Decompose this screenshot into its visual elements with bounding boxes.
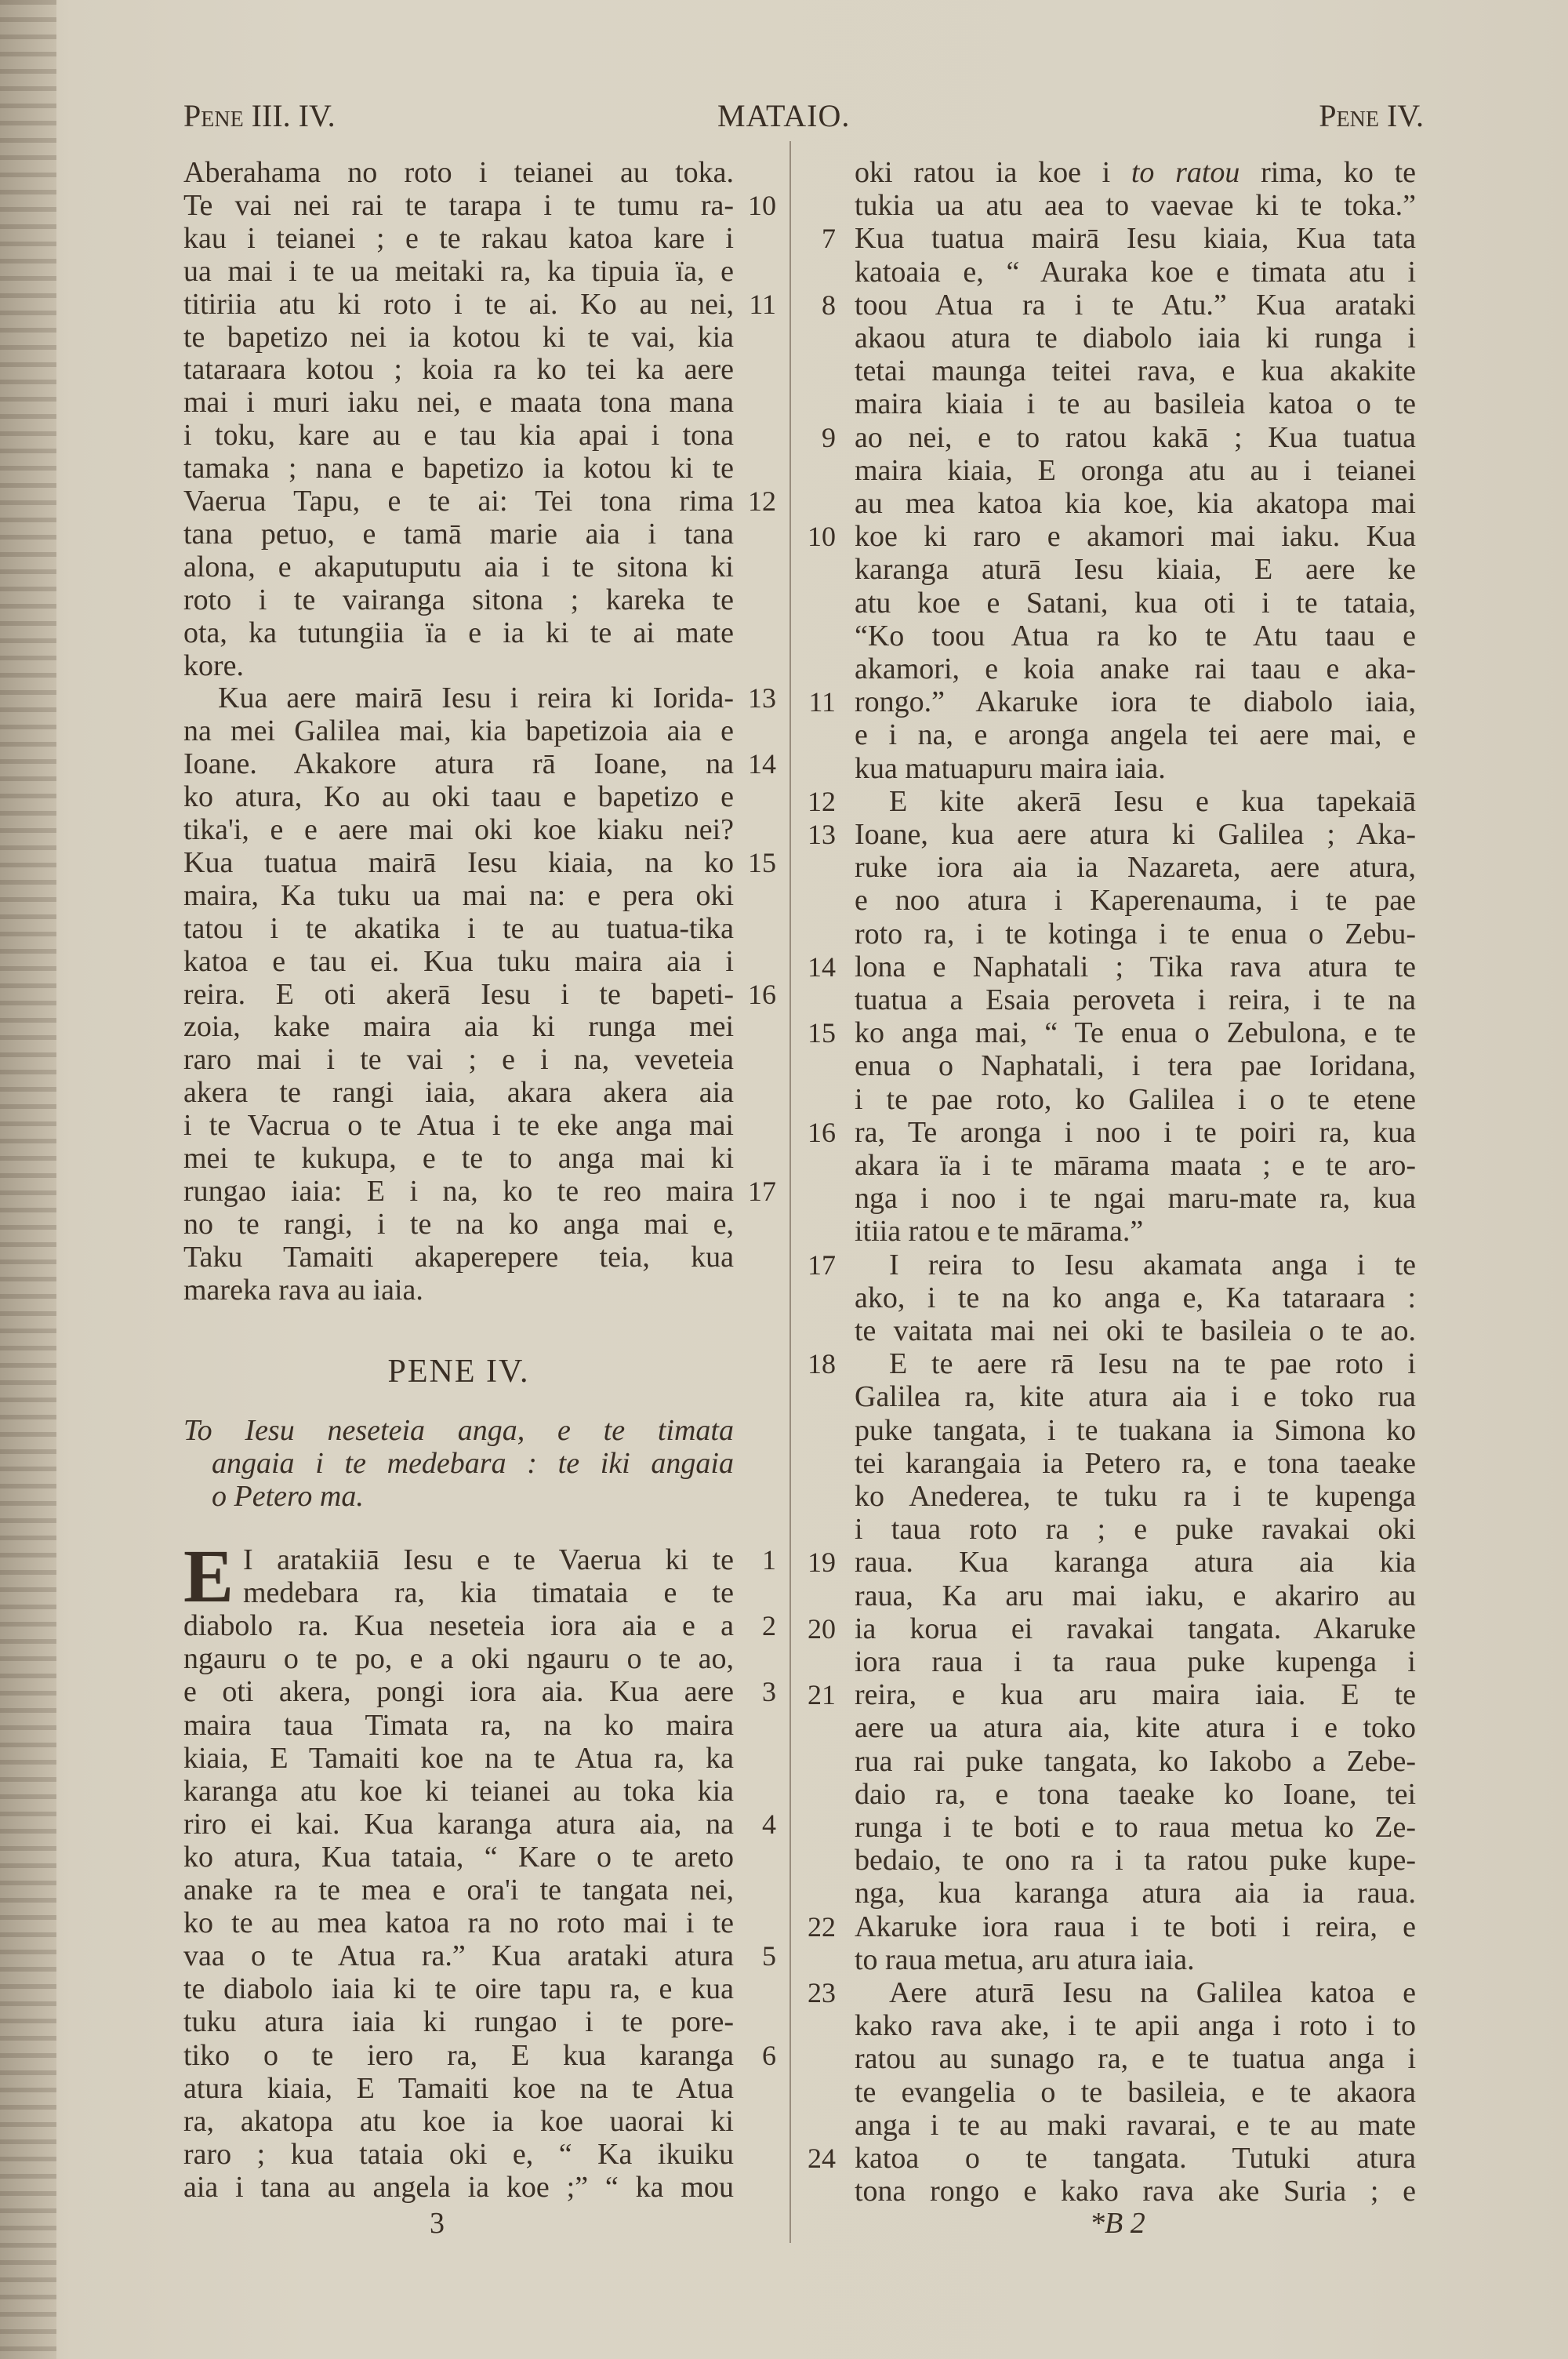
- text-line: to raua metua, aru atura iaia.: [855, 1943, 1195, 1976]
- text-line: te diabolo iaia ki te oire tapu ra, e kua: [183, 1972, 734, 2006]
- verse-number: 11: [749, 288, 776, 320]
- text-line: reira. E oti akerā Iesu i te bapeti-: [183, 977, 734, 1011]
- text-line: “Ko toou Atua ra ko te Atu taau e: [855, 619, 1416, 652]
- text-line: tamaka ; nana e bapetizo ia kotou ki te: [183, 452, 734, 485]
- text-line: katoa e tau ei. Kua tuku maira aia i: [183, 944, 734, 978]
- text-line: anake ra te mea e ora'i te tangata nei,: [183, 1874, 734, 1906]
- text-line: no te rangi, i te na ko anga mai e,: [183, 1207, 734, 1241]
- text-line: na mei Galilea mai, kia bapetizoia aia e: [183, 714, 734, 748]
- verse-number: 12: [748, 485, 776, 517]
- text-line: o Petero ma.: [212, 1479, 364, 1513]
- verse-number: 12: [808, 785, 836, 817]
- verse-number: 8: [822, 289, 836, 321]
- text-line: rua rai puke tangata, ko Iakobo a Zebe-: [855, 1744, 1416, 1778]
- text-line: ko Anederea, te tuku ra i te kupenga: [855, 1480, 1416, 1513]
- verse-number: 17: [748, 1175, 776, 1207]
- text-line: akara ïa i te mārama maata ; e te aro-: [855, 1149, 1416, 1182]
- text-line: koe ki raro e akamori mai iaku. Kua: [855, 520, 1416, 554]
- text-line: ko anga mai, “ Te enua o Zebulona, e te: [855, 1016, 1416, 1050]
- text-line: kau i teianei ; e te rakau katoa kare i: [183, 221, 734, 255]
- text-line: tika'i, e e aere mai oki koe kiaku nei?: [183, 813, 734, 846]
- text-line: [855, 156, 1416, 189]
- text-line: Ioane. Akakore atura rā Ioane, na: [183, 747, 734, 781]
- text-line: itiia ratou e te mārama.”: [855, 1215, 1144, 1249]
- text-line: e oti akera, pongi iora aia. Kua aere: [183, 1675, 734, 1709]
- text-line: ra, Te aronga i noo i te poiri ra, kua: [855, 1115, 1416, 1149]
- text-line: te bapetizo nei ia kotou ki te vai, kia: [183, 320, 734, 354]
- text-line: daio ra, e tona taeake ko Ioane, tei: [855, 1777, 1416, 1811]
- signature-mark: *B 2: [1090, 2207, 1145, 2240]
- verse-number: 15: [808, 1017, 836, 1049]
- text-line: Aberahama no roto i teianei au toka.: [183, 156, 734, 189]
- text-line: i te pae roto, ko Galilea i o te etene: [855, 1082, 1416, 1116]
- text-line: i taua roto ra ; e puke ravakai oki: [855, 1513, 1416, 1547]
- text-line: titiriia atu ki roto i te ai. Ko au nei,: [183, 287, 734, 321]
- verse-number: 22: [808, 1910, 836, 1943]
- verse-number: 14: [748, 748, 776, 780]
- text-line: atu koe e Satani, kua oti i te tataia,: [855, 586, 1416, 620]
- text-line: te vaitata mai nei oki te basileia o te ao.: [855, 1314, 1416, 1347]
- text-line: mai i muri iaku nei, e maata tona mana: [183, 386, 734, 420]
- text-segment: rima, ko te: [1240, 156, 1416, 189]
- text-line: kore.: [183, 649, 245, 682]
- text-line: reira, e kua aru maira iaia. E te: [855, 1678, 1416, 1712]
- text-line: enua o Naphatali, i tera pae Ioridana,: [855, 1049, 1416, 1083]
- text-line: roto i te vairanga sitona ; kareka te: [183, 583, 734, 616]
- text-line: te evangelia o te basileia, e te akaora: [855, 2075, 1416, 2109]
- text-line: rungao iaia: E i na, ko te reo maira: [183, 1174, 734, 1208]
- text-line: tukia ua atu aea to vaevae ki te toka.”: [855, 189, 1416, 223]
- verse-number: 17: [808, 1249, 836, 1281]
- running-header-title: MATAIO.: [717, 98, 851, 133]
- verse-number: 23: [808, 1977, 836, 2008]
- text-line: Akaruke iora raua i te boti i reira, e: [855, 1910, 1416, 1943]
- text-line: mareka rava au iaia.: [183, 1273, 423, 1307]
- drop-cap: E: [183, 1534, 234, 1618]
- verse-number: 16: [748, 978, 776, 1010]
- verse-number: 7: [822, 223, 836, 255]
- verse-number: 24: [808, 2143, 836, 2174]
- text-line: I aratakiiā Iesu e te Vaerua ki te: [243, 1543, 734, 1576]
- text-line: raua, Ka aru mai iaku, e akariro au: [855, 1579, 1416, 1612]
- verse-number: 20: [808, 1612, 836, 1645]
- text-line: toou Atua ra i te Atu.” Kua arataki: [855, 288, 1416, 322]
- text-line: Kua aere mairā Iesu i reira ki Iorida-: [218, 682, 734, 715]
- text-line: ngauru o te po, e a oki ngauru o te ao,: [183, 1642, 734, 1676]
- text-line: katoa o te tangata. Tutuki atura: [855, 2142, 1416, 2175]
- adjacent-page-edge: [0, 0, 56, 2359]
- text-line: tana petuo, e tamā marie aia i tana: [183, 517, 734, 551]
- text-line: aere ua atura aia, kite atura i e toko: [855, 1711, 1416, 1745]
- verse-number: 21: [808, 1679, 836, 1711]
- text-line: iora raua i ta raua puke kupenga i: [855, 1645, 1416, 1678]
- verse-number: 4: [762, 1808, 776, 1840]
- text-line: ako, i te na ko anga e, Ka tataraara :: [855, 1281, 1416, 1314]
- text-line: atura kiaia, E Tamaiti koe na te Atua: [183, 2071, 734, 2105]
- text-line: angaia i te medebara : te iki angaia: [212, 1446, 734, 1480]
- text-line: i te Vacrua o te Atua i te eke anga mai: [183, 1109, 734, 1143]
- text-line: runga i te boti e to raua metua ko Ze-: [855, 1811, 1416, 1844]
- text-line: ruke iora aia ia Nazareta, aere atura,: [855, 851, 1416, 885]
- text-line: riro ei kai. Kua karanga atura aia, na: [183, 1807, 734, 1841]
- text-line: ao nei, e to ratou kakā ; Kua tuatua: [855, 420, 1416, 454]
- text-line: Aere aturā Iesu na Galilea katoa e: [889, 1976, 1416, 2009]
- text-line: Taku Tamaiti akaperepere teia, kua: [183, 1240, 734, 1274]
- text-line: tiko o te iero ra, E kua karanga: [183, 2038, 734, 2072]
- text-line: ko te au mea katoa ra no roto mai i te: [183, 1906, 734, 1940]
- text-line: To Iesu neseteia anga, e te timata: [183, 1414, 734, 1447]
- text-line: mei te kukupa, e te to anga mai ki: [183, 1142, 734, 1175]
- text-line: ko atura, Kua tataia, “ Kare o te areto: [183, 1840, 734, 1874]
- text-line: Te vai nei rai te tarapa i te tumu ra-: [183, 188, 734, 222]
- text-line: tei karangaia ia Petero ra, e tona taeake: [855, 1446, 1416, 1480]
- text-line: raro mai i te vai ; e i na, veveteia: [183, 1043, 734, 1077]
- text-line: kako rava ake, i te apii anga i roto i to: [855, 2009, 1416, 2043]
- verse-number: 18: [808, 1348, 836, 1380]
- verse-number: 6: [762, 2039, 776, 2071]
- text-line: ko atura, Ko au oki taau e bapetizo e: [183, 780, 734, 814]
- italic-text: to ratou: [1131, 156, 1240, 189]
- text-line: ota, ka tutungiia ïa e ia ki te ai mate: [183, 616, 734, 649]
- text-line: tona rongo e kako rava ake Suria ; e: [855, 2175, 1416, 2208]
- text-line: Ioane, kua aere atura ki Galilea ; Aka-: [855, 818, 1416, 851]
- verse-number: 10: [748, 189, 776, 221]
- text-line: vaa o te Atua ra.” Kua arataki atura: [183, 1939, 734, 1973]
- verse-number: 2: [762, 1610, 776, 1642]
- text-line: medebara ra, kia timataia e te: [243, 1576, 734, 1610]
- text-line: rongo.” Akaruke iora te diabolo iaia,: [855, 685, 1416, 719]
- text-line: kiaia, E Tamaiti koe na te Atua ra, ka: [183, 1741, 734, 1775]
- text-line: kua matuapuru maira iaia.: [855, 751, 1166, 785]
- text-line: Kua tuatua mairā Iesu kiaia, Kua tata: [855, 222, 1416, 256]
- text-line: alona, e akaputuputu aia i te sitona ki: [183, 550, 734, 583]
- verse-number: 5: [762, 1940, 776, 1972]
- text-line: tuatua a Esaia peroveta i reira, i te na: [855, 983, 1416, 1016]
- text-line: akaou atura te diabolo iaia ki runga i: [855, 322, 1416, 354]
- running-header-left: Pene III. IV.: [183, 98, 336, 133]
- text-line: anga i te au maki ravarai, e te au mate: [855, 2108, 1416, 2142]
- text-line: maira kiaia, E oronga atu au i teianei: [855, 453, 1416, 487]
- text-line: I reira to Iesu akamata anga i te: [889, 1248, 1416, 1281]
- text-line: e noo atura i Kaperenauma, i te pae: [855, 884, 1416, 918]
- text-line: raua. Kua karanga atura aia kia: [855, 1546, 1416, 1579]
- verse-number: 19: [808, 1547, 836, 1579]
- text-line: nga, kua karanga atura aia ia raua.: [855, 1877, 1416, 1910]
- text-line: E te aere rā Iesu na te pae roto i: [889, 1347, 1416, 1381]
- text-line: maira kiaia i te au basileia katoa o te: [855, 387, 1416, 421]
- page-number: 3: [430, 2207, 445, 2240]
- text-line: au mea katoa kia koe, kia akatopa mai: [855, 487, 1416, 520]
- text-line: ra, akatopa atu koe ia koe uaorai ki: [183, 2104, 734, 2138]
- text-line: tataraara kotou ; koia ra ko tei ka aere: [183, 353, 734, 387]
- text-line: i toku, kare au e tau kia apai i tona: [183, 419, 734, 453]
- text-line: nga i noo i te ngai maru-mate ra, kua: [855, 1182, 1416, 1216]
- text-segment: oki ratou ia koe i: [855, 156, 1131, 189]
- text-line: karanga aturā Iesu kiaia, E aere ke: [855, 553, 1416, 587]
- verse-number: 13: [748, 682, 776, 714]
- text-line: zoia, kake maira aia ki runga mei: [183, 1010, 734, 1044]
- verse-number: 15: [748, 846, 776, 878]
- text-line: roto ra, i te kotinga i te enua o Zebu-: [855, 917, 1416, 951]
- text-line: karanga atu koe ki teianei au toka kia: [183, 1774, 734, 1808]
- text-line: lona e Naphatali ; Tika rava atura te: [855, 950, 1416, 983]
- text-line: E kite akerā Iesu e kua tapekaiā: [889, 784, 1416, 818]
- verse-number: 13: [808, 819, 836, 850]
- text-line: ua mai i te ua meitaki ra, ka tipuia ïa, e: [183, 254, 734, 288]
- text-line: puke tangata, i te tuakana ia Simona ko: [855, 1413, 1416, 1447]
- text-line: maira taua Timata ra, na ko maira: [183, 1708, 734, 1742]
- text-line: ratou au sunago ra, e te tuatua anga i: [855, 2042, 1416, 2076]
- text-line: tatou i te akatika i te au tuatua-tika: [183, 911, 734, 945]
- verse-number: 9: [822, 421, 836, 453]
- text-line: tuku atura iaia ki rungao i te pore-: [183, 2005, 734, 2039]
- text-line: ia korua ei ravakai tangata. Akaruke: [855, 1612, 1416, 1645]
- verse-number: 16: [808, 1116, 836, 1148]
- text-line: maira, Ka tuku ua mai na: e pera oki: [183, 878, 734, 912]
- text-line: raro ; kua tataia oki e, “ Ka ikuiku: [183, 2137, 734, 2171]
- text-line: bedaio, te ono ra i ta ratou puke kupe-: [855, 1844, 1416, 1877]
- text-line: katoaia e, “ Auraka koe e timata atu i: [855, 255, 1416, 289]
- text-line: Kua tuatua mairā Iesu kiaia, na ko: [183, 845, 734, 879]
- text-line: akera te rangi iaia, akara akera aia: [183, 1076, 734, 1110]
- verse-number: 1: [762, 1544, 776, 1576]
- text-line: Galilea ra, kite atura aia i e toko rua: [855, 1380, 1416, 1414]
- text-line: akamori, e koia anake rai taau e aka-: [855, 652, 1416, 685]
- text-line: e i na, e aronga angela tei aere mai, e: [855, 718, 1416, 752]
- verse-number: 10: [808, 521, 836, 553]
- text-line: Vaerua Tapu, e te ai: Tei tona rima: [183, 485, 734, 518]
- running-header-right: Pene IV.: [1319, 98, 1424, 133]
- text-line: aia i tana au angela ia koe ;” “ ka mou: [183, 2170, 734, 2204]
- verse-number: 3: [762, 1676, 776, 1708]
- chapter-heading: PENE IV.: [387, 1354, 530, 1390]
- verse-number: 11: [808, 686, 836, 718]
- text-line: diabolo ra. Kua neseteia iora aia e a: [183, 1609, 734, 1643]
- text-line: tetai maunga teitei rava, e kua akakite: [855, 354, 1416, 388]
- verse-number: 14: [808, 951, 836, 983]
